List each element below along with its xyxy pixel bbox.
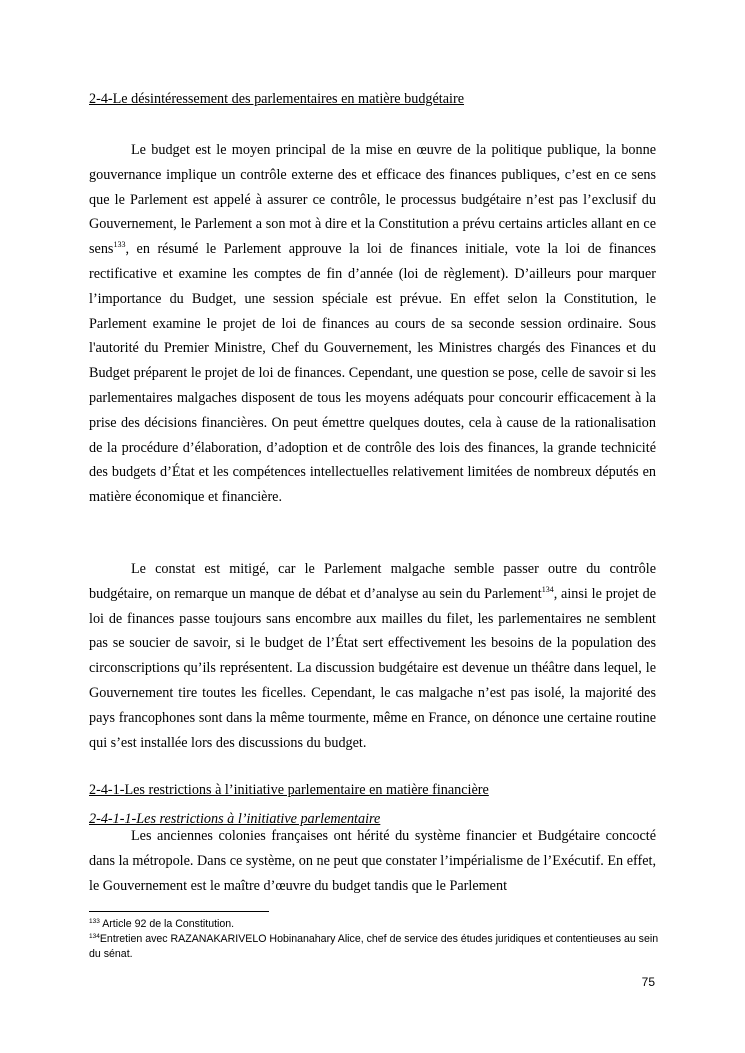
paragraph-1-text-a: Le budget est le moyen principal de la mise en œuvre de la politique publique, la bonne gouvernance implique un contrôle externe des et efficace des finances publiques, c’est en ce sens que le Parlement est appelé à assurer ce contrôle, le processus budgétaire n’est pas l’exclusif du Gouvernement, le Parlement a son mot à dire et la Constitution a prévu certains articles allant en ce sens [89,142,656,258]
footnote-ref-133[interactable]: 133 [113,240,126,250]
paragraph-3: Les anciennes colonies françaises ont hérité du système financier et Budgétaire concocté dans la métropole. Dans ce système, on ne peut que constater l’impérialisme de l’Exécutif. En effet, le Gouvernement est le maître d’œuvre du budget tandis que le Parlement [89,828,656,894]
page-number: 75 [641,975,655,989]
footnote-133 [89,917,659,932]
footnote-ref-134[interactable]: 134 [541,584,554,594]
paragraph-2 [89,557,656,755]
footnote-number: 133 [89,918,100,925]
paragraph-1-text-b: , en résumé le Parlement approuve la loi de finances initiale, vote la loi de finances rectificative et examine les comptes de fin d’année (loi de règlement). D’ailleurs pour marquer l’importance du Budget, une session spéciale est prévue. En effet selon la Constitution, le Parlement examine le projet de loi de finances au cours de sa seconde session ordinaire. Sous l'autorité du Premier Ministre, Chef du Gouvernement, les Ministres chargés des Finances et du Budget préparent le projet de loi de finances. Cependant, une question se pose, celle de savoir si les parlementaires malgaches disposent de tous les moyens adéquats pour concourir efficacement à la prise des décisions financières. On peut émettre quelques doutes, cela à cause de la rationalisation de la procédure d’élaboration, d’adoption et de contrôle des lois des finances, la grande technicité des budgets d’État et les compétences intellectuelles relativement limitées de nombreux députés en matière économique et financière. [89,241,656,506]
subsection-heading: 2-4-1-Les restrictions à l’initiative parlementaire en matière financière [89,782,489,798]
footnote-134 [89,932,659,962]
footnote-separator [89,911,269,912]
paragraph-2-text-b: , ainsi le projet de loi de finances passe toujours sans encombre aux mailles du filet, les parlementaires ne semblent pas se soucier de savoir, si le budget de l’État sert effectivement les besoins de la population des circonscriptions qu’ils représentent. La discussion budgétaire est devenue un théâtre dans lequel, le Gouvernement tire toutes les ficelles. Cependant, le cas malgache n’est pas isolé, la majorité des pays francophones sont dans la même tourmente, même en France, on dénonce une certaine routine qui s’est installée lors des discussions du budget. [89,585,656,751]
section-heading: 2-4-Le désintéressement des parlementaires en matière budgétaire [89,91,465,107]
paragraph-1 [89,138,656,510]
footnote-text: Entretien avec RAZANAKARIVELO Hobinanahary Alice, chef de service des études juridiques et contentieuses au sein du sénat. [89,933,659,960]
footnote-number: 134 [89,933,100,940]
footnote-text: Article 92 de la Constitution. [99,918,235,930]
sub-subsection-heading: 2-4-1-1-Les restrictions à l’initiative parlementaire [89,811,381,827]
paragraph-2-text-a: Le constat est mitigé, car le Parlement malgache semble passer outre du contrôle budgétaire, on remarque un manque de débat et d’analyse au sein du Parlement [89,561,656,602]
